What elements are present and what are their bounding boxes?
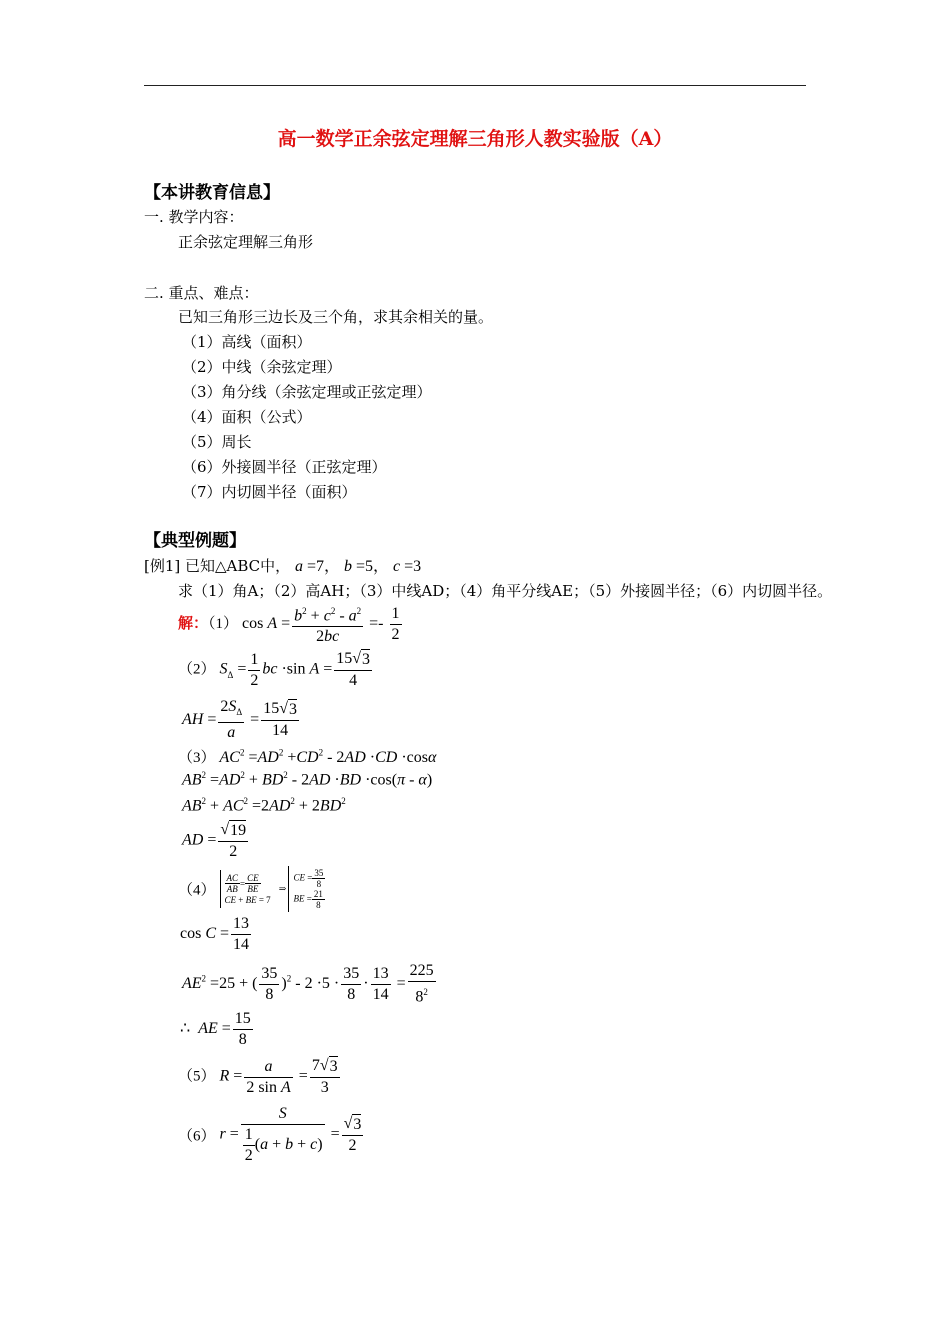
point-item: （1）高线（面积） [182, 333, 312, 351]
solution-label: 解： [178, 613, 209, 632]
point-item: （3）角分线（余弦定理或正弦定理） [182, 383, 432, 401]
formula-ae2: $AE^2 =25$ + ( $\frac{35}{8}$ )$^2$ - 2 ·5 · $\frac{35}{8}$ · $\frac{13}{14}$ = $\frac{225}{8^2}$ [182, 962, 434, 1006]
formula-ad: AD = √ 19 2 [182, 821, 247, 860]
formula-sum: $AB^2 + AC^2 =2AD^2 + 2BD^2$ [182, 796, 346, 815]
point-item: （2）中线（余弦定理） [182, 358, 342, 376]
top-rule [144, 85, 806, 86]
key-points-text: 已知三角形三边长及三个角，求其余相关的量。 [178, 308, 494, 326]
given-values: a =7， b =5， c =3 [294, 558, 422, 575]
point-item: （4）面积（公式） [182, 408, 312, 426]
point-item: （5）周长 [182, 433, 252, 451]
formula-cos-a: 解：（1） cos A = $\frac{b^2 + c^2 - a^2}{2bc}$ =- $\frac{1}{2}$ [178, 601, 404, 647]
step-label: （1） [208, 615, 239, 632]
section-header-examples: 【典型例题】 [144, 531, 246, 551]
system-left: $\frac{AC}{AB}$ = $\frac{CE}{BE}$ CE + BE = 7 [220, 870, 275, 908]
formula-ah: AH = $\frac{2S_\Delta}{a}$ = 15√ 3 14 [182, 698, 297, 742]
step-label: （2） [178, 661, 216, 678]
teaching-content-text: 正余弦定理解三角形 [178, 233, 314, 251]
step-label: （6） [178, 1128, 216, 1145]
example-1-statement [144, 553, 421, 576]
formula-bisector-system: （4） $\frac{AC}{AB}$ = $\frac{CE}{BE}$ CE + BE = 7 ⇒ CE = $\frac{35}{8}$ BE = $\frac{21}{8}$ [178, 866, 329, 912]
formula-inradius: （6） r = S $\frac{1}{2}$ (a + b + c) = √ 3 2 [178, 1105, 362, 1164]
step-label: （4） [178, 882, 216, 899]
key-points-label: 二. 重点、难点： [144, 284, 259, 302]
step-label: （5） [178, 1068, 216, 1085]
point-item: （6）外接圆半径（正弦定理） [182, 458, 387, 476]
step-label: （3） [178, 750, 216, 766]
formula-ab2: $AB^2 =AD^2 + BD^2 - 2AD \cdot BD \cdot\cos(\pi - \alpha)$ [182, 770, 433, 789]
formula-area: （2） $S_\Delta$ = $\frac{1}{2}$ bc ·sin A = 15√ 3 4 [178, 650, 371, 689]
teaching-content-label: 一. 教学内容： [144, 208, 244, 226]
formula-ae: ∴ AE = $\frac{15}{8}$ [180, 1010, 251, 1048]
formula-cos-c: cos C = $\frac{13}{14}$ [180, 915, 250, 953]
document-title: 高一数学正余弦定理解三角形人教实验版（A） [277, 128, 673, 150]
section-header-info: 【本讲教育信息】 [144, 183, 280, 203]
point-item: （7）内切圆半径（面积） [182, 483, 357, 501]
example-label: [例1] 已知△ABC中， [144, 557, 291, 575]
formula-circumradius: （5） R = $\frac{a}{\text{2 sin A}}$ = 7√ 3 3 [178, 1057, 338, 1096]
formula-ac2: （3） $AC^2 =AD^2 +CD^2 - 2AD \cdot CD \cdot\cos\alpha$ [178, 747, 437, 766]
system-right: CE = $\frac{35}{8}$ BE = $\frac{21}{8}$ [288, 866, 329, 912]
example-1-question: 求（1）角A；（2）高AH；（3）中线AD；（4）角平分线AE；（5）外接圆半径；（6）内切圆半径。 [178, 582, 833, 600]
